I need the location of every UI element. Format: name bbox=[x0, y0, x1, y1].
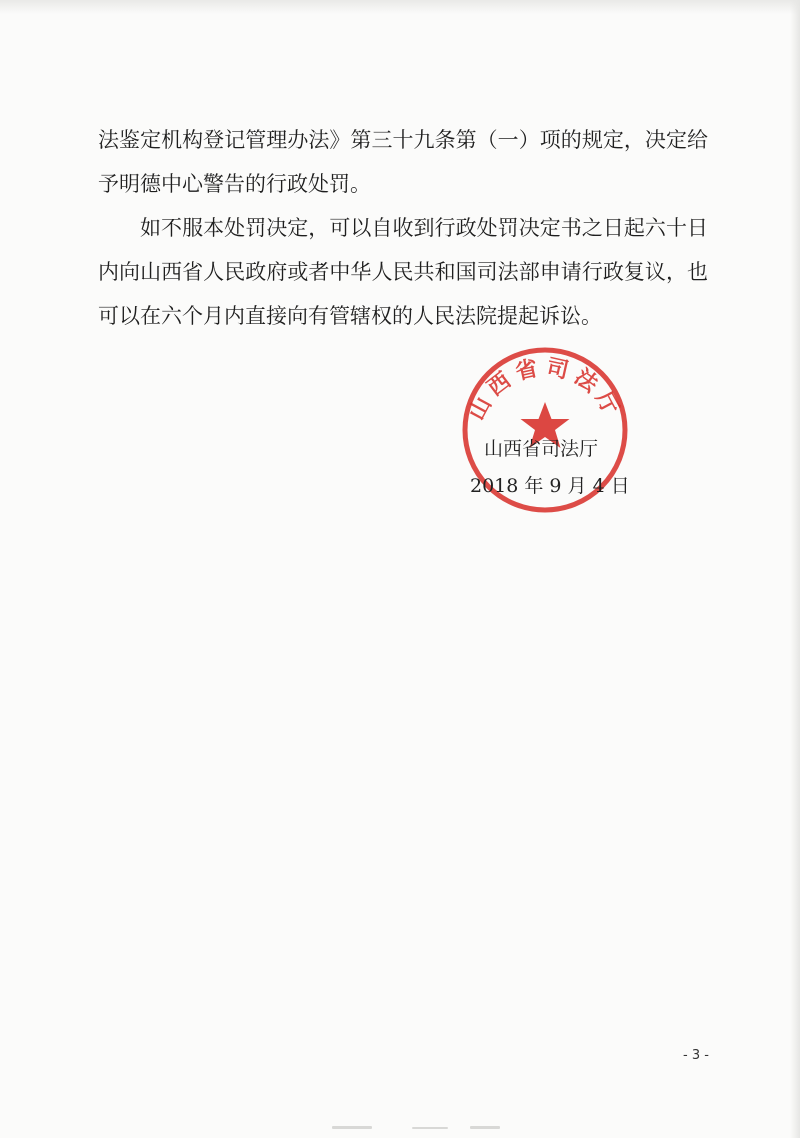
scan-edge-top bbox=[0, 0, 800, 14]
page-number: - 3 - bbox=[683, 1048, 709, 1063]
paragraph-penalty-decision: 法鉴定机构登记管理办法》第三十九条第（一）项的规定，决定给予明德中心警告的行政处罚。 bbox=[98, 128, 708, 196]
scan-speck bbox=[332, 1126, 372, 1129]
scan-edge-right bbox=[790, 0, 800, 1138]
issue-date: 2018 年 9 月 4 日 bbox=[470, 475, 630, 497]
document-body bbox=[98, 118, 708, 338]
issuer-name: 山西省司法厅 bbox=[484, 438, 599, 460]
paragraph-appeal-rights: 如不服本处罚决定，可以自收到行政处罚决定书之日起六十日内向山西省人民政府或者中华人民共和国司法部申请行政复议，也可以在六个月内直接向有管辖权的人民法院提起诉讼。 bbox=[98, 216, 708, 328]
seal-arc-text: 山西省司法厅 bbox=[463, 353, 627, 425]
scan-speck bbox=[412, 1127, 448, 1129]
scan-speck bbox=[470, 1126, 500, 1129]
